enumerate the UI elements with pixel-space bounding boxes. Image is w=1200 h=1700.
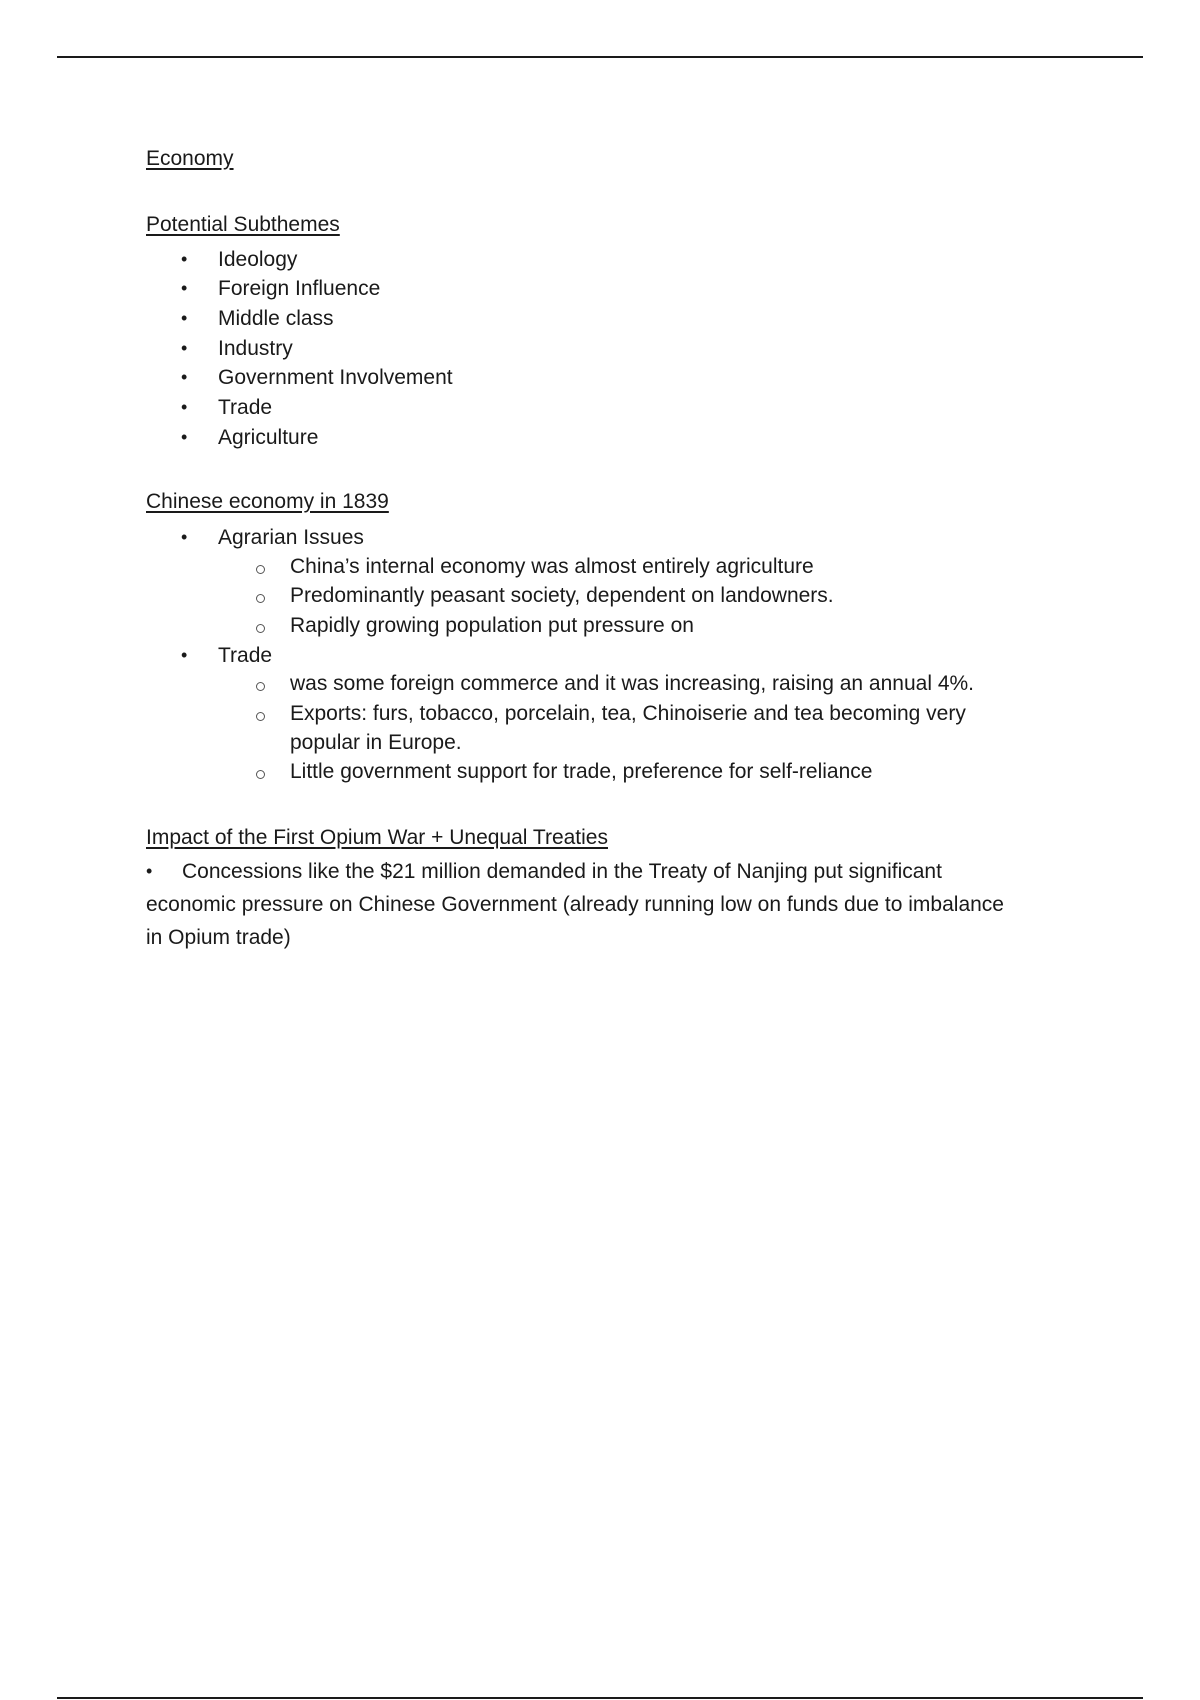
subtheme-item: Ideology: [218, 248, 298, 271]
circle-bullet-icon: [256, 594, 265, 603]
header-rule: [57, 56, 1143, 58]
agrarian-item: Rapidly growing population put pressure on: [290, 614, 694, 637]
document-title: Economy: [146, 147, 234, 170]
agrarian-label: Agrarian Issues: [218, 526, 364, 549]
subtheme-item: Middle class: [218, 307, 334, 330]
trade-item: Little government support for trade, preference for self-reliance: [290, 760, 873, 783]
bullet-icon: •: [181, 249, 188, 269]
agrarian-item: Predominantly peasant society, dependent on landowners.: [290, 584, 834, 607]
bullet-icon: •: [181, 427, 188, 447]
opium-war-paragraph-line: Concessions like the $21 million demanded in the Treaty of Nanjing put significant: [182, 860, 942, 883]
bullet-icon: •: [181, 308, 188, 328]
trade-item-continuation: popular in Europe.: [290, 731, 462, 754]
subthemes-heading: Potential Subthemes: [146, 213, 340, 236]
trade-label: Trade: [218, 644, 273, 667]
bullet-icon: •: [146, 861, 153, 881]
bullet-icon: •: [181, 397, 188, 417]
opium-war-paragraph-line: economic pressure on Chinese Government (already running low on funds due to imbalance: [146, 893, 1004, 916]
bullet-icon: •: [181, 367, 188, 387]
subtheme-item: Trade: [218, 396, 273, 419]
bullet-icon: •: [181, 278, 188, 298]
trade-item: Exports: furs, tobacco, porcelain, tea, Chinoiserie and tea becoming very: [290, 702, 966, 725]
subtheme-item: Agriculture: [218, 426, 319, 449]
footer-rule: [57, 1697, 1143, 1699]
bullet-icon: •: [181, 338, 188, 358]
circle-bullet-icon: [256, 565, 265, 574]
circle-bullet-icon: [256, 770, 265, 779]
circle-bullet-icon: [256, 682, 265, 691]
circle-bullet-icon: [256, 624, 265, 633]
subtheme-item: Government Involvement: [218, 366, 453, 389]
bullet-icon: •: [181, 645, 188, 665]
subtheme-item: Industry: [218, 337, 293, 360]
opium-war-paragraph-line: in Opium trade): [146, 926, 291, 949]
circle-bullet-icon: [256, 712, 265, 721]
trade-item: was some foreign commerce and it was increasing, raising an annual 4%.: [290, 672, 975, 695]
chinese-economy-heading: Chinese economy in 1839: [146, 490, 389, 513]
opium-war-heading: Impact of the First Opium War + Unequal Treaties: [146, 826, 608, 849]
subtheme-item: Foreign Influence: [218, 277, 381, 300]
agrarian-item: China’s internal economy was almost entirely agriculture: [290, 555, 814, 578]
bullet-icon: •: [181, 527, 188, 547]
